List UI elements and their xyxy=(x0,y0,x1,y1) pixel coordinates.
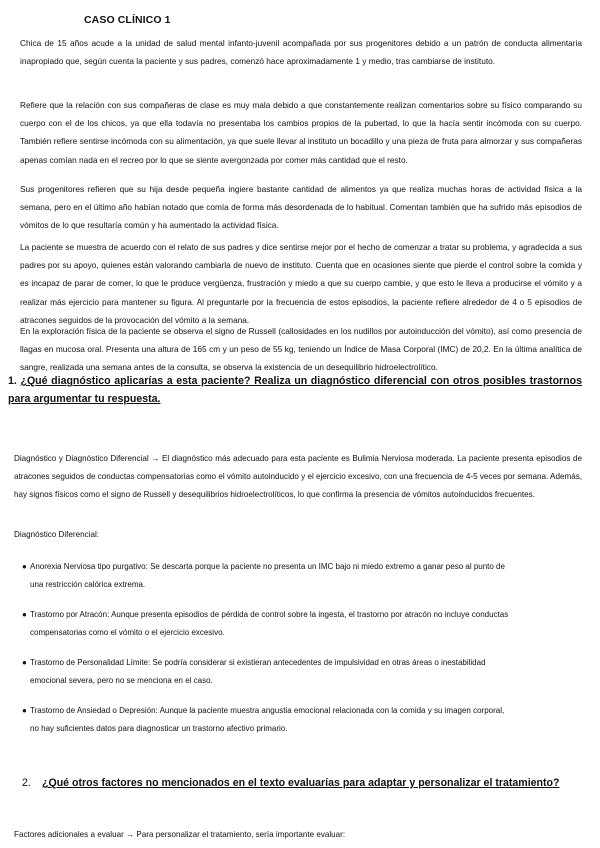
bullet-text-line-1: Trastorno por Atracón: Aunque presenta episodios de pérdida de control sobre la ingesta, el trastorno por atracón no incluye conductas xyxy=(30,610,509,619)
question-1-number: 1. xyxy=(8,375,17,387)
case-paragraph-1: Chica de 15 años acude a la unidad de salud mental infanto-juvenil acompañada por sus progenitores debido a un patrón de conducta alimentaria inapropiado que, según cuenta la paciente y sus padres, comenzó hace aproximadamente 1 y medio, tras cambiarse de instituto. xyxy=(20,38,582,67)
question-2-text: ¿Qué otros factores no mencionados en el texto evaluarías para adaptar y personalizar el tratamiento? xyxy=(42,777,560,789)
differential-label: Diagnóstico Diferencial: xyxy=(14,530,100,539)
bullet-text-line-1: Trastorno de Personalidad Límite: Se podría considerar si existieran antecedentes de impulsividad en otras áreas o inestabilidad xyxy=(30,658,486,667)
question-2-number: 2. xyxy=(22,777,31,789)
bullet-text-line-2: una restricción calórica extrema. xyxy=(30,580,146,590)
list-item xyxy=(22,702,582,738)
bullet-icon: ● xyxy=(22,562,27,571)
answer-2-intro: Factores adicionales a evaluar → Para personalizar el tratamiento, sería importante evaluar: xyxy=(14,830,346,839)
bullet-icon: ● xyxy=(22,658,27,667)
list-item xyxy=(22,606,582,642)
case-paragraph-4: La paciente se muestra de acuerdo con el relato de sus padres y dice sentirse mejor por el hecho de comenzar a tratar su problema, y agradecida a sus padres por su apoyo, quienes están valorando cambiarla de nuevo de instituto. Cuenta que en ocasiones siente que pierde el control sobre la comida y es incapaz de parar de comer, lo que le produce vergüenza, frustración y miedo a que su cuerpo cambie, y que esto le lleva a producirse el vómito y a realizar más ejercicio para mantener su figura. Al preguntarle por la frecuencia de estos episodios, la paciente refiere alrededor de 4 o 5 episodios de atracones seguidos de la provocación del vómito a la semana. xyxy=(20,242,582,325)
list-item xyxy=(22,558,582,594)
question-1-text: ¿Qué diagnóstico aplicarías a esta paciente? Realiza un diagnóstico diferencial con otros posibles trastornos para argumentar tu respuesta. xyxy=(8,375,582,405)
case-paragraph-3: Sus progenitores refieren que su hija desde pequeña ingiere bastante cantidad de alimentos ya que realiza muchas horas de actividad física a la semana, pero en el último año habían notado que comía de forma más desordenada de lo habitual. Comentan también que ha sufrido más episodios de vómitos de lo que resultaría común y ha aumentado la actividad física. xyxy=(20,184,582,231)
bullet-text-line-2: compensatorias como el vómito o el ejercicio excesivo. xyxy=(30,628,225,638)
bullet-icon: ● xyxy=(22,706,27,715)
bullet-text-line-1: Trastorno de Ansiedad o Depresión: Aunque la paciente muestra angustia emocional relacionada con la comida y su imagen corporal, xyxy=(30,706,505,715)
bullet-text-line-2: no hay suficientes datos para diagnosticar un trastorno afectivo primario. xyxy=(30,724,288,734)
question-2-heading xyxy=(22,774,582,792)
case-paragraph-2: Refiere que la relación con sus compañeras de clase es muy mala debido a que constantemente realizan comentarios sobre su físico comparando su cuerpo con el de los chicos, ya que ella todavía no presentaba los cambios propios de la pubertad, lo que la hacía sentir incómoda con su cuerpo. También refiere sentirse incómoda con su alimentación, ya que suele llevar al instituto un bocadillo y una pieza de fruta para almorzar y sus compañeras apenas comían nada en el recreo por lo que se siente avergonzada por comer más cantidad que el resto. xyxy=(20,100,582,165)
bullet-text-line-2: emocional severa, pero no se menciona en el caso. xyxy=(30,676,213,686)
case-title: CASO CLÍNICO 1 xyxy=(84,14,171,26)
answer-1-text: Diagnóstico y Diagnóstico Diferencial → El diagnóstico más adecuado para esta paciente es Bulimia Nerviosa moderada. La paciente presenta episodios de atracones seguidos de conductas compensatorias como el vómito autoinducido y el ejercicio excesivo, con una frecuencia de 4-5 veces por semana. Además, hay signos físicos como el signo de Russell y desequilibrios hidroelectrolíticos, lo que confirma la presencia de vómitos autoinducidos frecuentes. xyxy=(14,454,582,500)
bullet-icon: ● xyxy=(22,610,27,619)
question-1-heading xyxy=(8,372,582,408)
case-paragraph-5: En la exploración física de la paciente se observa el signo de Russell (callosidades en los nudillos por autoinducción del vómito), así como presencia de llagas en mucosa oral. Presenta una altura de 165 cm y un peso de 55 kg, teniendo un Índice de Masa Corporal (IMC) de 20,2. En la última analítica de sangre, realizada una semana antes de la consulta, se observa la existencia de un desequilibrio hidroelectrolítico. xyxy=(20,326,582,373)
bullet-text-line-1: Anorexia Nerviosa tipo purgativo: Se descarta porque la paciente no presenta un IMC bajo ni miedo extremo a ganar peso al punto de xyxy=(30,562,505,571)
list-item xyxy=(22,654,582,690)
